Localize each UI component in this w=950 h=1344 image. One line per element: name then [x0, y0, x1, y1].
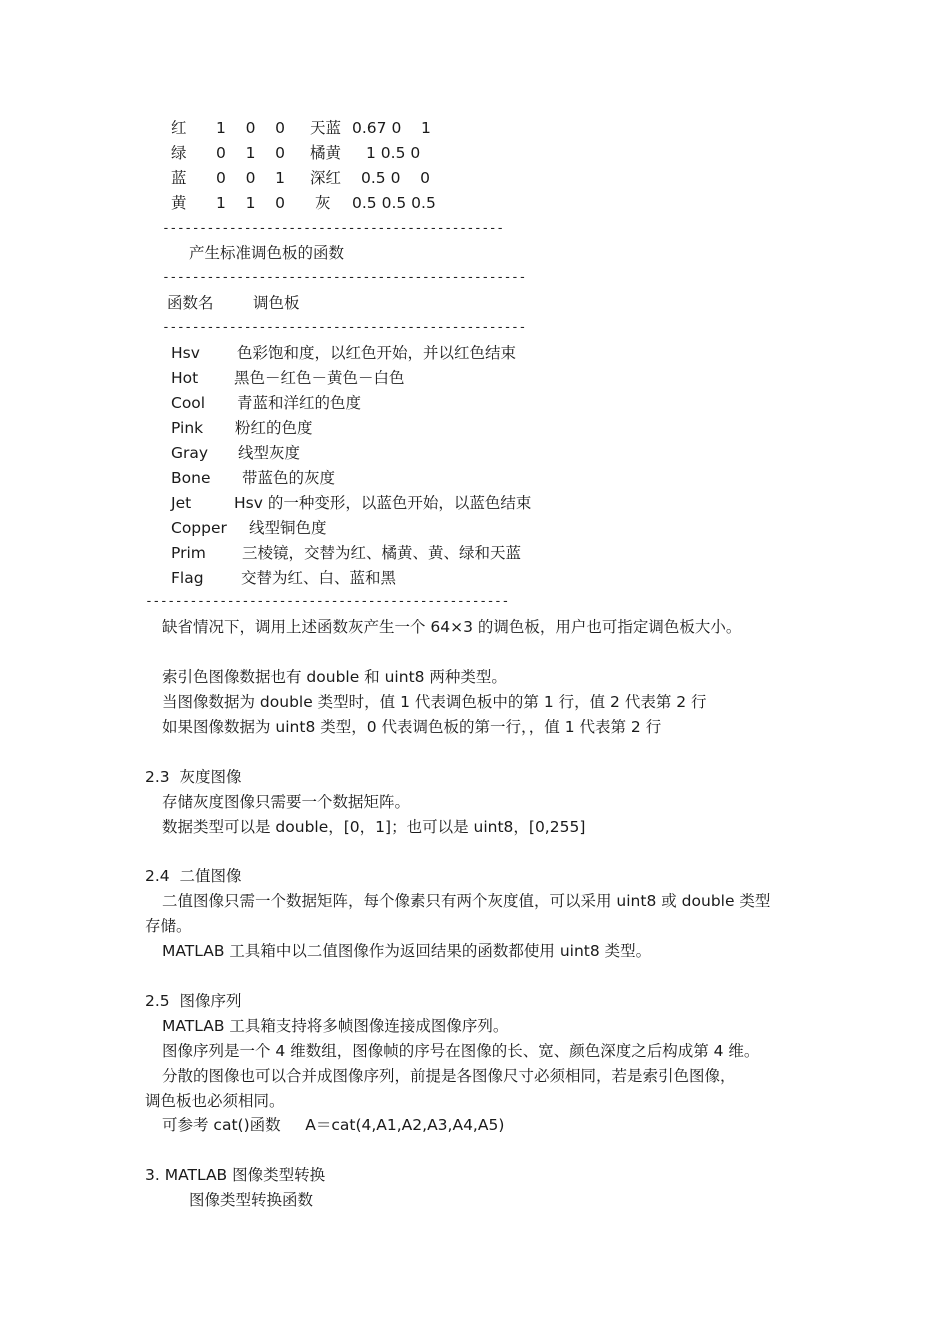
- section-2-5-line-1: MATLAB 工具箱支持将多帧图像连接成图像序列。: [162, 1017, 509, 1035]
- separator-line: -------------------------------------------------: [162, 270, 526, 285]
- section-2-5-line-4: 可参考 cat()函数 A＝cat(4,A1,A2,A3,A4,A5): [162, 1116, 505, 1134]
- color-rgb: 1 1 0: [216, 194, 286, 212]
- function-name: Hsv: [171, 344, 200, 362]
- color-name: 绿: [171, 144, 187, 162]
- palette-header-name: 函数名: [167, 294, 214, 312]
- function-description: 黑色－红色－黄色－白色: [234, 369, 405, 387]
- function-name: Hot: [171, 369, 199, 387]
- section-2-4-heading: 2.4 二值图像: [145, 867, 242, 885]
- separator-line: -------------------------------------------------: [162, 320, 526, 335]
- function-description: 带蓝色的灰度: [242, 469, 336, 487]
- function-description: 交替为红、白、蓝和黑: [241, 569, 397, 587]
- separator-line: ----------------------------------------------: [162, 221, 504, 236]
- section-2-5-line-3-cont: 调色板也必须相同。: [145, 1092, 285, 1110]
- function-description: 青蓝和洋红的色度: [237, 394, 362, 412]
- section-2-3-heading: 2.3 灰度图像: [145, 768, 242, 786]
- function-name: Cool: [171, 394, 206, 412]
- function-description: 粉红的色度: [235, 419, 313, 437]
- section-2-4-line-1: 二值图像只需一个数据矩阵，每个像素只有两个灰度值，可以采用 uint8 或 double 类型: [162, 892, 771, 910]
- section-2-4-line-2: MATLAB 工具箱中以二值图像作为返回结果的函数都使用 uint8 类型。: [162, 942, 652, 960]
- function-description: 色彩饱和度，以红色开始，并以红色结束: [237, 344, 517, 362]
- section-3-heading: 3. MATLAB 图像类型转换: [145, 1166, 326, 1184]
- function-description: 线型铜色度: [249, 519, 327, 537]
- color-rgb: 0.5 0 0: [361, 169, 431, 187]
- section-3-subheading: 图像类型转换函数: [189, 1191, 314, 1209]
- indexed-line-1: 索引色图像数据也有 double 和 uint8 两种类型。: [162, 668, 507, 686]
- section-2-5-line-2: 图像序列是一个 4 维数组，图像帧的序号在图像的长、宽、颜色深度之后构成第 4 维。: [162, 1042, 760, 1060]
- color-name: 天蓝: [310, 119, 342, 137]
- separator-line: -------------------------------------------------: [145, 594, 509, 609]
- function-description: 线型灰度: [238, 444, 301, 462]
- color-name: 灰: [315, 194, 331, 212]
- function-description: Hsv 的一种变形，以蓝色开始，以蓝色结束: [234, 494, 532, 512]
- function-name: Bone: [171, 469, 211, 487]
- function-description: 三棱镜，交替为红、橘黄、黄、绿和天蓝: [242, 544, 522, 562]
- function-name: Flag: [171, 569, 204, 587]
- section-2-3-line-1: 存储灰度图像只需要一个数据矩阵。: [162, 793, 411, 811]
- color-rgb: 0.5 0.5 0.5: [352, 194, 436, 212]
- function-name: Pink: [171, 419, 204, 437]
- section-2-5-line-3: 分散的图像也可以合并成图像序列，前提是各图像尺寸必须相同，若是索引色图像，: [162, 1067, 736, 1085]
- function-name: Gray: [171, 444, 209, 462]
- section-2-3-line-2: 数据类型可以是 double，[0，1]；也可以是 uint8，[0,255]: [162, 818, 586, 836]
- color-rgb: 0 1 0: [216, 144, 286, 162]
- palette-header-palette: 调色板: [253, 294, 300, 312]
- function-name: Copper: [171, 519, 227, 537]
- color-rgb: 0 0 1: [216, 169, 286, 187]
- function-name: Prim: [171, 544, 206, 562]
- color-name: 橘黄: [310, 144, 342, 162]
- color-rgb: 0.67 0 1: [352, 119, 431, 137]
- palette-table-title: 产生标准调色板的函数: [189, 244, 345, 262]
- section-2-5-heading: 2.5 图像序列: [145, 992, 242, 1010]
- color-rgb: 1 0 0: [216, 119, 286, 137]
- color-name: 深红: [310, 169, 342, 187]
- indexed-line-3: 如果图像数据为 uint8 类型，0 代表调色板的第一行，，值 1 代表第 2 行: [162, 718, 662, 736]
- indexed-line-2: 当图像数据为 double 类型时，值 1 代表调色板中的第 1 行，值 2 代表第 2 行: [162, 693, 707, 711]
- color-name: 红: [171, 119, 187, 137]
- color-name: 黄: [171, 194, 187, 212]
- function-name: Jet: [171, 494, 192, 512]
- section-2-4-line-1-cont: 存储。: [145, 917, 192, 935]
- color-name: 蓝: [171, 169, 187, 187]
- default-note: 缺省情况下，调用上述函数灰产生一个 64×3 的调色板，用户也可指定调色板大小。: [162, 618, 742, 636]
- color-rgb: 1 0.5 0: [366, 144, 421, 162]
